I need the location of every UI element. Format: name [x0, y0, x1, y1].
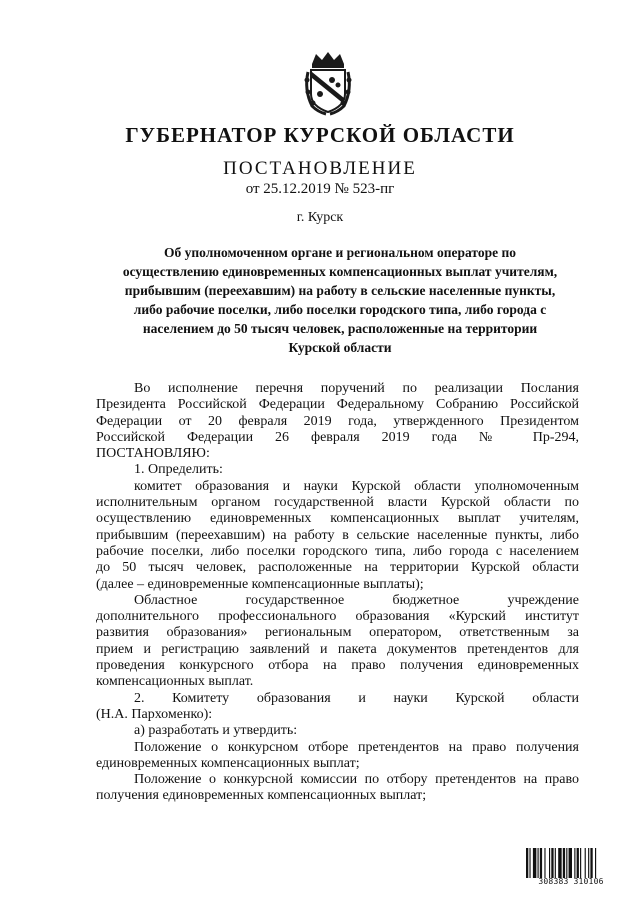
body-line: комитет образования и науки Курской области уполномоченным [134, 478, 579, 494]
barcode-icon [526, 848, 616, 878]
body-line: Во исполнение перечня поручений по реализации Послания [134, 381, 579, 396]
body-line: до 50 тысяч человек, расположенные на территории Курской области [96, 560, 579, 576]
body-line: Положение о конкурсной комиссии по отбору претендентов на право [134, 772, 579, 788]
document-body [96, 381, 579, 805]
document-place: г. Курск [296, 210, 344, 225]
body-line: осуществлению единовременных компенсационных выплат учителям, [96, 511, 579, 527]
body-line: получения единовременных компенсационных выплат; [96, 788, 427, 804]
kursk-coat-of-arms-icon [302, 50, 354, 116]
body-line: (далее – единовременные компенсационные выплаты); [96, 576, 424, 592]
body-line: проведения конкурсного отбора на право получения единовременных [96, 658, 579, 674]
body-line: 1. Определить: [134, 462, 223, 478]
body-line: 2. Комитету образования и науки Курской области [134, 690, 579, 706]
body-line: дополнительного профессионального образования «Курский институт [96, 609, 579, 625]
body-line: рабочие поселки, либо поселки городского типа, либо города с населением [96, 543, 579, 559]
body-line: а) разработать и утвердить: [134, 723, 298, 739]
body-line: развития образования» региональным оператором, ответственным за [96, 625, 579, 641]
title-line: населением до 50 тысяч человек, расположенные на территории [142, 321, 538, 336]
body-line: исполнительным органом государственной власти Курской области по [96, 495, 579, 511]
title-line: осуществлению единовременных компенсационных выплат учителям, [122, 264, 558, 279]
body-line: единовременных компенсационных выплат; [96, 755, 360, 771]
body-line: компенсационных выплат. [96, 674, 254, 690]
body-line: Федерации от 20 февраля 2019 года, утвержденного Президентом [96, 413, 579, 429]
title-line: Курской области [288, 340, 392, 355]
body-line: прибывшим (переехавшим) на работу в сельские населенные пункты, либо [96, 527, 579, 543]
issuing-authority: ГУБЕРНАТОР КУРСКОЙ ОБЛАСТИ [125, 123, 515, 147]
body-line: (Н.А. Пархоменко): [96, 706, 213, 722]
barcode [526, 848, 616, 888]
body-line: Российской Федерации 26 февраля 2019 года № Пр-294, [96, 429, 579, 445]
title-line: прибывшим (переехавшим) на работу в сельские населенные пункты, [124, 283, 556, 298]
document-date-number: от 25.12.2019 № 523-пг [245, 181, 395, 197]
body-line: Положение о конкурсном отборе претендентов на право получения [134, 739, 579, 755]
document-type: ПОСТАНОВЛЕНИЕ [223, 158, 417, 179]
body-line: Президента Российской Федерации Федеральному Собранию Российской [96, 397, 579, 413]
document-title [94, 243, 586, 357]
body-line: ПОСТАНОВЛЯЮ: [96, 446, 210, 462]
barcode-number: 308383 310106 [538, 877, 604, 886]
title-line: Об уполномоченном органе и региональном операторе по [163, 245, 517, 260]
title-line: либо рабочие поселки, либо поселки городского типа, либо города с [133, 302, 547, 317]
body-line: Областное государственное бюджетное учреждение [134, 592, 579, 608]
body-line: прием и регистрацию заявлений и пакета документов претендентов для [96, 641, 579, 657]
